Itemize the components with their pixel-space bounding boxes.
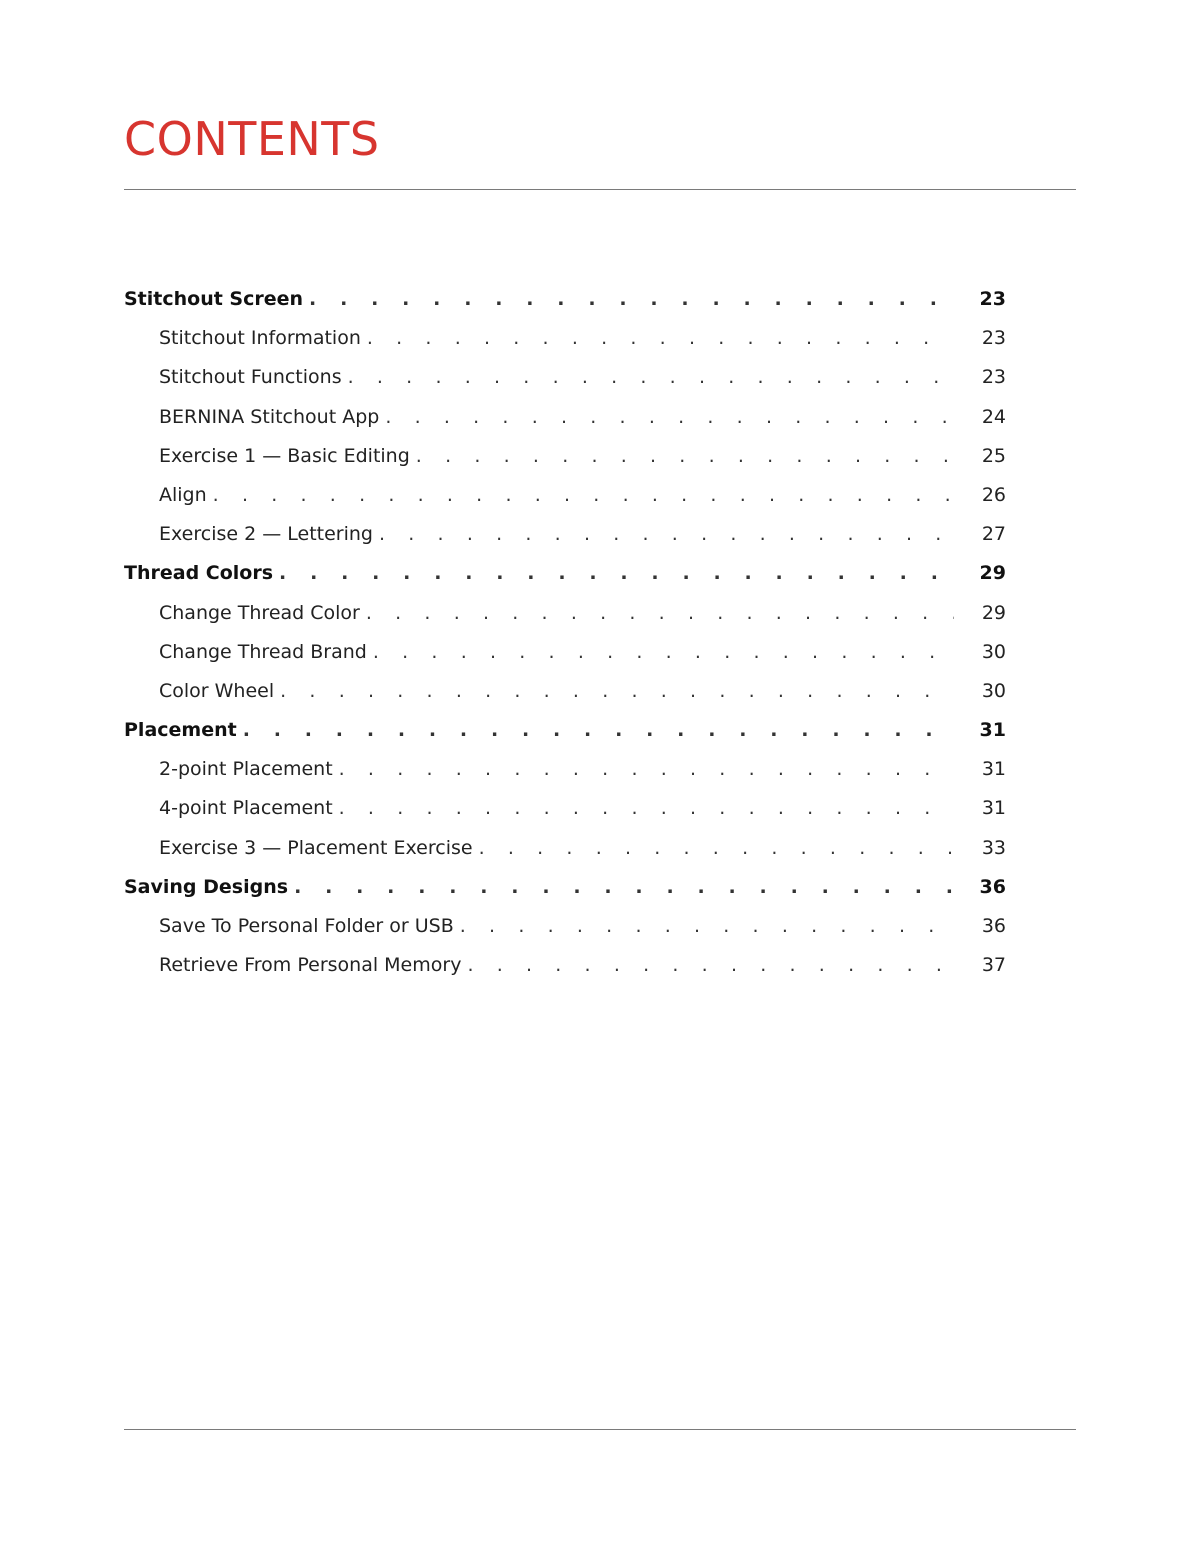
toc-label: Change Thread Color	[159, 601, 360, 624]
toc-label: Exercise 2 — Lettering	[159, 523, 373, 546]
toc-page-number: 31	[981, 797, 1006, 820]
toc-label: Saving Designs	[124, 875, 289, 898]
toc-label: Placement	[124, 719, 237, 742]
toc-label: Align	[159, 483, 207, 506]
dot-leader	[339, 752, 954, 787]
toc-entry-2-point-placement[interactable]	[124, 752, 1006, 791]
toc-page-number: 36	[981, 915, 1006, 937]
toc-page-number: 24	[981, 405, 1006, 428]
toc-label: Save To Personal Folder or USB	[159, 915, 454, 937]
toc-page-number: 26	[981, 483, 1006, 506]
dot-leader	[243, 713, 954, 748]
toc-page-number: 33	[981, 836, 1006, 859]
toc-label: Change Thread Brand	[159, 640, 367, 663]
page-title: CONTENTS	[124, 112, 380, 166]
toc-page-number: 36	[979, 875, 1006, 898]
toc-entry-change-thread-brand[interactable]	[124, 635, 1006, 674]
toc-entry-change-thread-color[interactable]	[124, 596, 1006, 635]
toc-entry-exercise-1[interactable]	[124, 439, 1006, 478]
toc-section-stitchout-screen[interactable]	[124, 282, 1006, 321]
dot-leader	[348, 360, 954, 395]
toc-page-number: 29	[979, 562, 1006, 585]
toc-page-number: 23	[981, 327, 1006, 350]
dot-leader	[366, 596, 954, 631]
toc-page-number: 25	[981, 444, 1006, 467]
toc-page-number: 31	[979, 719, 1006, 742]
toc-page-number: 31	[981, 758, 1006, 781]
dot-leader	[279, 556, 954, 591]
dot-leader	[379, 517, 954, 552]
toc-label: Exercise 1 — Basic Editing	[159, 444, 410, 467]
toc-page-number: 30	[981, 640, 1006, 663]
toc-page-number: 23	[979, 288, 1006, 310]
dot-leader	[367, 321, 954, 356]
toc-label: BERNINA Stitchout App	[159, 405, 380, 428]
table-of-contents	[124, 282, 1006, 987]
toc-label: Exercise 3 — Placement Exercise	[159, 836, 473, 859]
dot-leader	[339, 791, 954, 826]
dot-leader	[467, 948, 954, 983]
toc-entry-color-wheel[interactable]	[124, 674, 1006, 713]
toc-entry-stitchout-information[interactable]	[124, 321, 1006, 360]
dot-leader	[213, 478, 954, 513]
toc-label: 2-point Placement	[159, 758, 333, 781]
toc-label: 4-point Placement	[159, 797, 333, 820]
toc-entry-exercise-2[interactable]	[124, 517, 1006, 556]
dot-leader	[309, 282, 954, 317]
toc-label: Thread Colors	[124, 562, 274, 585]
toc-entry-bernina-stitchout-app[interactable]	[124, 400, 1006, 439]
dot-leader	[280, 674, 954, 709]
toc-entry-retrieve-from-personal-memory[interactable]	[124, 948, 1006, 987]
toc-section-saving-designs[interactable]	[124, 870, 1006, 909]
toc-label: Color Wheel	[159, 679, 275, 702]
toc-page-number: 29	[981, 601, 1006, 624]
toc-label: Stitchout Information	[159, 327, 361, 350]
dot-leader	[385, 400, 954, 435]
toc-page-number: 37	[981, 954, 1006, 977]
toc-page-number: 27	[981, 523, 1006, 546]
toc-entry-exercise-3[interactable]	[124, 831, 1006, 870]
toc-section-thread-colors[interactable]	[124, 556, 1006, 595]
toc-entry-stitchout-functions[interactable]	[124, 360, 1006, 399]
bottom-divider	[124, 1429, 1076, 1430]
top-divider	[124, 189, 1076, 190]
dot-leader	[460, 909, 954, 944]
toc-entry-4-point-placement[interactable]	[124, 791, 1006, 830]
toc-label: Retrieve From Personal Memory	[159, 954, 462, 977]
toc-page-number: 23	[981, 366, 1006, 389]
dot-leader	[294, 870, 954, 905]
dot-leader	[416, 439, 954, 474]
toc-page-number: 30	[981, 679, 1006, 702]
toc-entry-align[interactable]	[124, 478, 1006, 517]
dot-leader	[373, 635, 954, 670]
toc-section-placement[interactable]	[124, 713, 1006, 752]
toc-label: Stitchout Screen	[124, 288, 304, 310]
toc-entry-save-to-personal-folder[interactable]	[124, 909, 1006, 948]
toc-label: Stitchout Functions	[159, 366, 342, 389]
dot-leader	[479, 831, 954, 866]
